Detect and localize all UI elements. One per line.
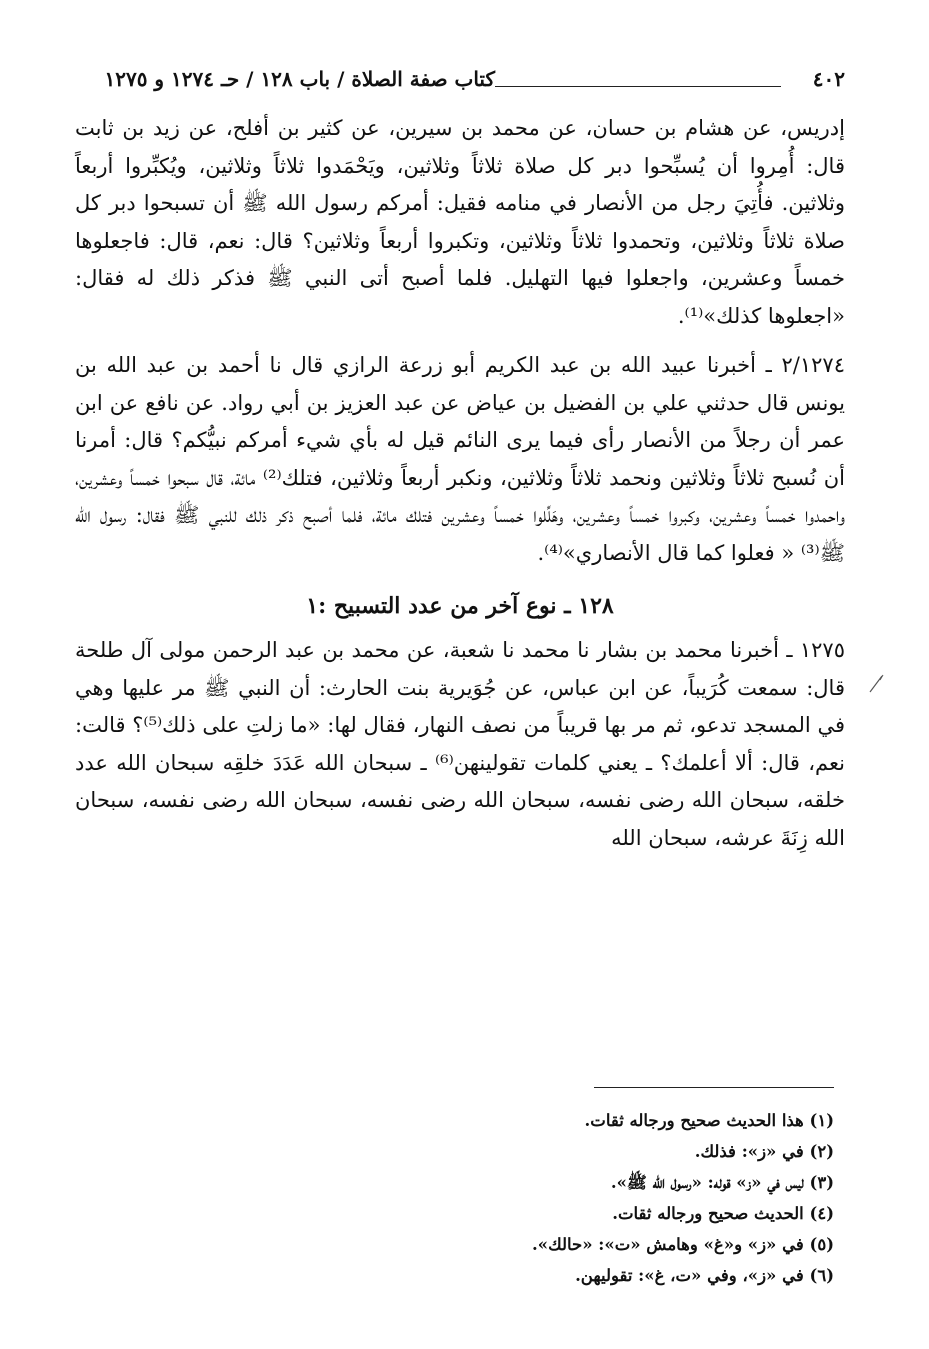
- margin-pencil-mark: [868, 672, 884, 694]
- page-header: [75, 62, 845, 96]
- paragraph-hadith-1275: ١٢٧٥ ـ أخبرنا محمد بن بشار نا محمد نا شعبة، عن محمد بن عبد الرحمن مولى آل طلحة قال: سمعت كُرَيباً، عن ابن عباس، عن جُوَيرية بنت الحارث: أن النبي ﷺ مر عليها وهي في المسجد تدعو، ثم مر بها قريباً من نصف النهار، فقال لها: «ما زلتِ على ذلك⁽⁵⁾؟ قالت: نعم، قال: ألا أعلمك؟ ـ يعني كلمات تقولينهن⁽⁶⁾ ـ سبحان الله عَدَدَ خلقِه سبحان الله عدد خلقه، سبحان الله رضى نفسه، سبحان الله رضى نفسه، سبحان الله رضى نفسه، سبحان الله زِنَةَ عرشه، سبحان الله: [75, 638, 846, 850]
- running-title: كتاب صفة الصلاة / باب ١٢٨ / حـ ١٢٧٤ و ١٢٧٥: [104, 67, 495, 91]
- footnote-2: (٢) في «ز»: فذلك.: [694, 1142, 834, 1161]
- footnote-3: (٣) ليس في «ز» قوله: «رسول الله ﷺ».: [610, 1173, 834, 1192]
- paragraph-continuation: إدريس، عن هشام بن حسان، عن محمد بن سيرين، عن كثير بن أفلح، عن زيد بن ثابت قال: أُمِروا أن يُسبِّحوا دبر كل صلاة ثلاثاً وثلاثين، ويَحْمَدوا ثلاثاً وثلاثين، ويُكبِّروا أربعاً وثلاثين. فأُتِيَ رجل من الأنصار في منامه فقيل: أمركم رسول الله ﷺ أن تسبحوا دبر كل صلاة ثلاثاً وثلاثين، وتحمدوا ثلاثاً وثلاثين، وتكبروا أربعاً وثلاثين؟ قال: نعم، قال: فاجعلوها خمساً وعشرين، واجعلوا فيها التهليل. فلما أصبح أتى النبي ﷺ فذكر ذلك له فقال: «اجعلوها كذلك»⁽¹⁾.: [75, 116, 845, 328]
- footnotes: [134, 1105, 834, 1291]
- paragraph-hadith-1274-2: ٢/١٢٧٤ ـ أخبرنا عبيد الله بن عبد الكريم أبو زرعة الرازي قال نا أحمد بن عبد الله بن يونس قال حدثني علي بن الفضيل بن عياض عن عبد العزيز بن أبي رواد. عن نافع عن ابن عمر أن رجلاً من الأنصار رأى فيما يرى النائم قيل له بأي شيء أمركم نبيُّكم؟ قال: أمرنا أن نُسبح ثلاثاً وثلاثين ونحمد ثلاثاً وثلاثين، ونكبر أربعاً وثلاثين، فتلك⁽²⁾ مائة، قال سبحوا خمساً وعشرين، واحمدوا خمساً وعشرين، وكبروا خمساً وعشرين، وهَلِّلوا خمساً وعشرين فتلك مائة، فلما أصبح ذكر ذلك للنبي ﷺ فقال: رسول الله ﷺ⁽³⁾ « فعلوا كما قال الأنصاري»⁽⁴⁾.: [75, 353, 845, 565]
- main-text: [75, 110, 845, 857]
- footnote-4: (٤) الحديث صحيح ورجاله ثقات.: [612, 1204, 834, 1223]
- footnote-5: (٥) في «ز» و«غ» وهامش «ت»: «حالك».: [532, 1235, 834, 1254]
- footnote-rule: [594, 1087, 834, 1088]
- section-heading: ١٢٨ ـ نوع آخر من عدد التسبيح :١: [306, 593, 614, 619]
- footnote-6: (٦) في «ز»، وفي «ت، غ»: تقوليهن.: [575, 1266, 834, 1285]
- page-number: ٤٠٢: [812, 67, 845, 91]
- header-rule: [495, 86, 781, 87]
- footnote-1: (١) هذا الحديث صحيح ورجاله ثقات.: [584, 1111, 834, 1130]
